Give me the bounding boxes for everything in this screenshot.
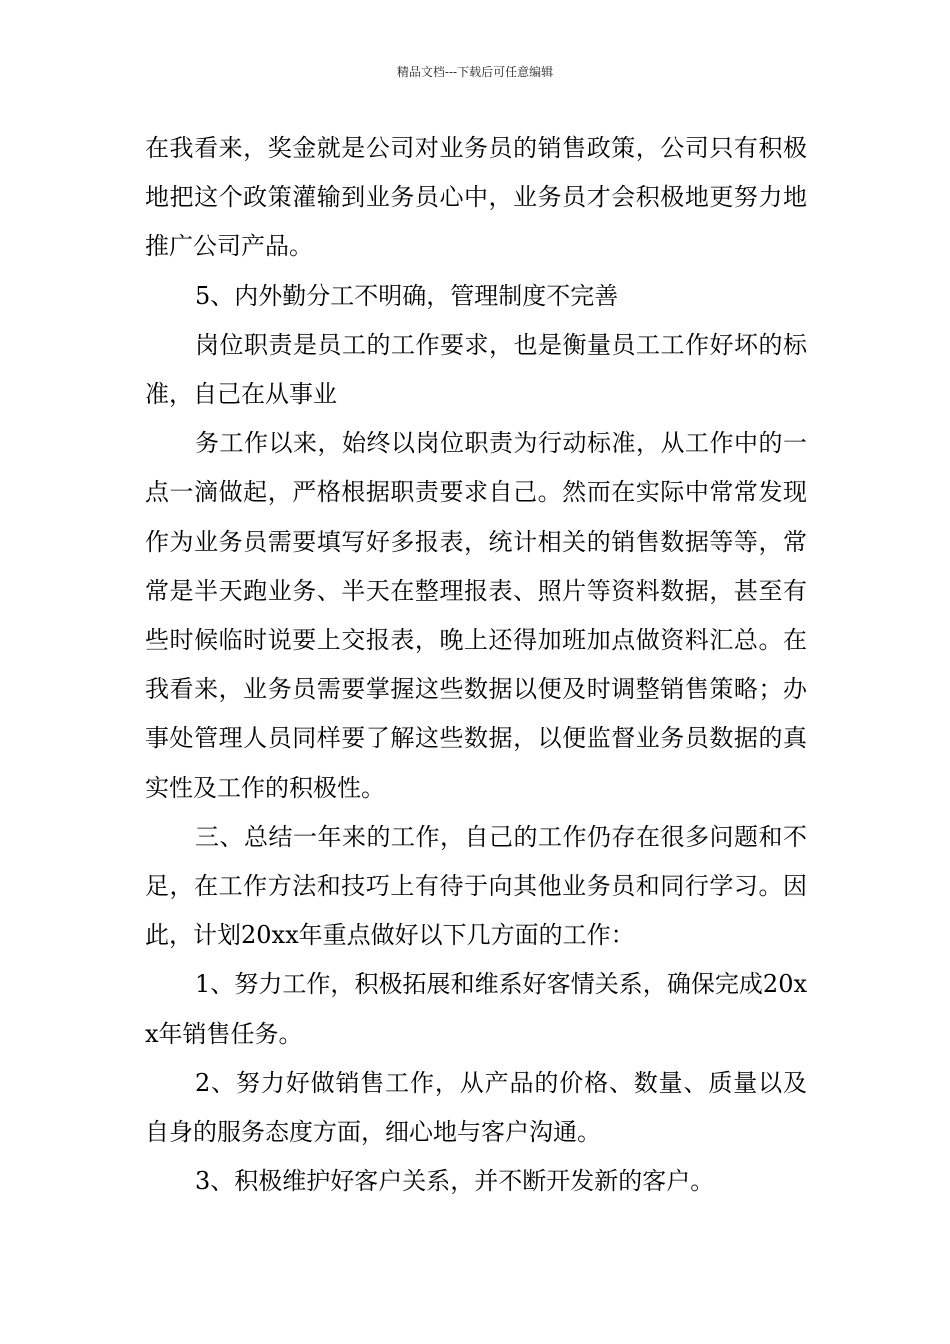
- paragraph-item-5-heading: 5、内外勤分工不明确，管理制度不完善: [195, 281, 619, 310]
- paragraph-work-practice: 务工作以来，始终以岗位职责为行动标准，从工作中的一点一滴做起，严格根据职责要求自己。然而在实际中常常发现作为业务员需要填写好多报表，统计相关的销售数据等等，常常是半天跑业务、半天在整理报表、照片等资料数据，甚至有些时候临时说要上交报表，晚上还得加班加点做资料汇总。在我看来，业务员需要掌握这些数据以便及时调整销售策略；办事处管理人员同样要了解这些数据，以便监督业务员数据的真实性及工作的积极性。: [145, 429, 807, 802]
- paragraph-plan-item-3: 3、积极维护好客户关系，并不断开发新的客户。: [195, 1167, 715, 1196]
- page-header: 精品文档---下载后可任意编辑: [396, 65, 554, 79]
- paragraph-bonus-policy: 在我看来，奖金就是公司对业务员的销售政策，公司只有积极地把这个政策灌输到业务员心中，业务员才会积极地更努力地推广公司产品。: [145, 134, 807, 261]
- paragraph-plan-item-2: 2、努力好做销售工作，从产品的价格、数量、质量以及自身的服务态度方面，细心地与客户沟通。: [145, 1068, 807, 1147]
- paragraph-job-duties: 岗位职责是员工的工作要求，也是衡量员工工作好坏的标准，自己在从事业: [145, 330, 807, 409]
- paragraph-section-3-summary: 三、总结一年来的工作，自己的工作仍存在很多问题和不足，在工作方法和技巧上有待于向其他业务员和同行学习。因此，计划20xx年重点做好以下几方面的工作：: [145, 822, 807, 950]
- paragraph-plan-item-1: 1、努力工作，积极拓展和维系好客情关系，确保完成20xx年销售任务。: [145, 970, 807, 1048]
- document-body: [145, 124, 807, 1206]
